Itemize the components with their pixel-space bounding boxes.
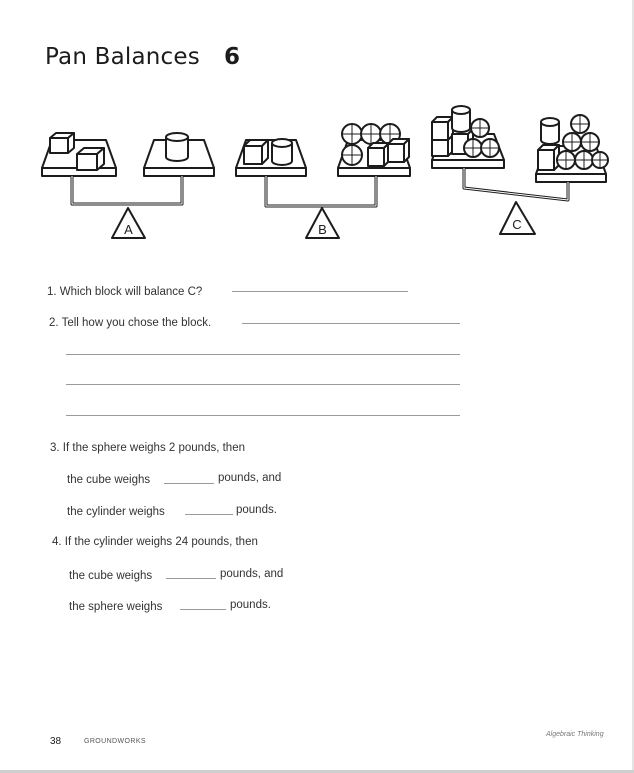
cube-icon [50, 133, 74, 153]
q4-sphere-prefix: the sphere weighs [69, 601, 163, 613]
balance-c [432, 106, 608, 234]
page-number: 38 [50, 736, 62, 747]
q3-cylinder-suffix: pounds. [236, 504, 277, 516]
q3-cube-prefix: the cube weighs [67, 474, 151, 486]
sphere-icon [563, 133, 581, 151]
cube-icon [77, 148, 104, 170]
cube-icon [368, 143, 389, 166]
question-3: 3. If the sphere weighs 2 pounds, then [50, 442, 245, 454]
answer-line-q3-cube[interactable] [164, 483, 214, 484]
sphere-icon [342, 145, 362, 165]
answer-line-q2-3[interactable] [66, 384, 460, 385]
publisher-name: GROUNDWORKS [84, 738, 146, 745]
sphere-icon [342, 124, 362, 144]
cube-icon [432, 117, 453, 140]
q4-sphere-suffix: pounds. [230, 599, 271, 611]
question-4: 4. If the cylinder weighs 24 pounds, then [52, 536, 258, 548]
cylinder-icon [272, 139, 292, 165]
fulcrum-label: C [512, 217, 522, 232]
q4-cube-suffix: pounds, and [220, 568, 284, 580]
sphere-icon [575, 151, 593, 169]
balance-b [236, 124, 410, 238]
answer-line-q4-sphere[interactable] [180, 609, 226, 610]
cylinder-icon [541, 118, 559, 144]
sphere-icon [581, 133, 599, 151]
fulcrum-label: A [124, 222, 133, 237]
sphere-icon [471, 119, 489, 137]
q4-cube-prefix: the cube weighs [69, 570, 153, 582]
answer-line-q2-4[interactable] [66, 415, 460, 416]
cylinder-icon [452, 106, 470, 132]
sphere-icon [557, 151, 575, 169]
pan-balances-illustration [0, 0, 634, 260]
balance-a [42, 133, 214, 238]
cylinder-icon [166, 133, 188, 161]
sphere-icon [464, 139, 482, 157]
sphere-icon [592, 152, 608, 168]
cube-icon [388, 139, 409, 162]
cube-icon [538, 145, 559, 170]
worksheet-number: 6 [224, 44, 241, 70]
answer-line-q2-2[interactable] [66, 354, 460, 355]
answer-line-q3-cylinder[interactable] [185, 514, 233, 515]
sphere-icon [481, 139, 499, 157]
answer-line-q1[interactable] [232, 291, 408, 292]
question-2: 2. Tell how you chose the block. [49, 317, 212, 329]
question-1: 1. Which block will balance C? [47, 286, 203, 298]
sphere-icon [361, 124, 381, 144]
worksheet-title: Pan Balances [45, 44, 200, 70]
q3-cylinder-prefix: the cylinder weighs [67, 506, 165, 518]
cube-icon [244, 140, 268, 164]
q3-cube-suffix: pounds, and [218, 472, 282, 484]
fulcrum-label: B [318, 222, 327, 237]
answer-line-q2-1[interactable] [242, 323, 460, 324]
answer-line-q4-cube[interactable] [166, 578, 216, 579]
topic-label: Algebraic Thinking [546, 731, 604, 738]
sphere-icon [571, 115, 589, 133]
